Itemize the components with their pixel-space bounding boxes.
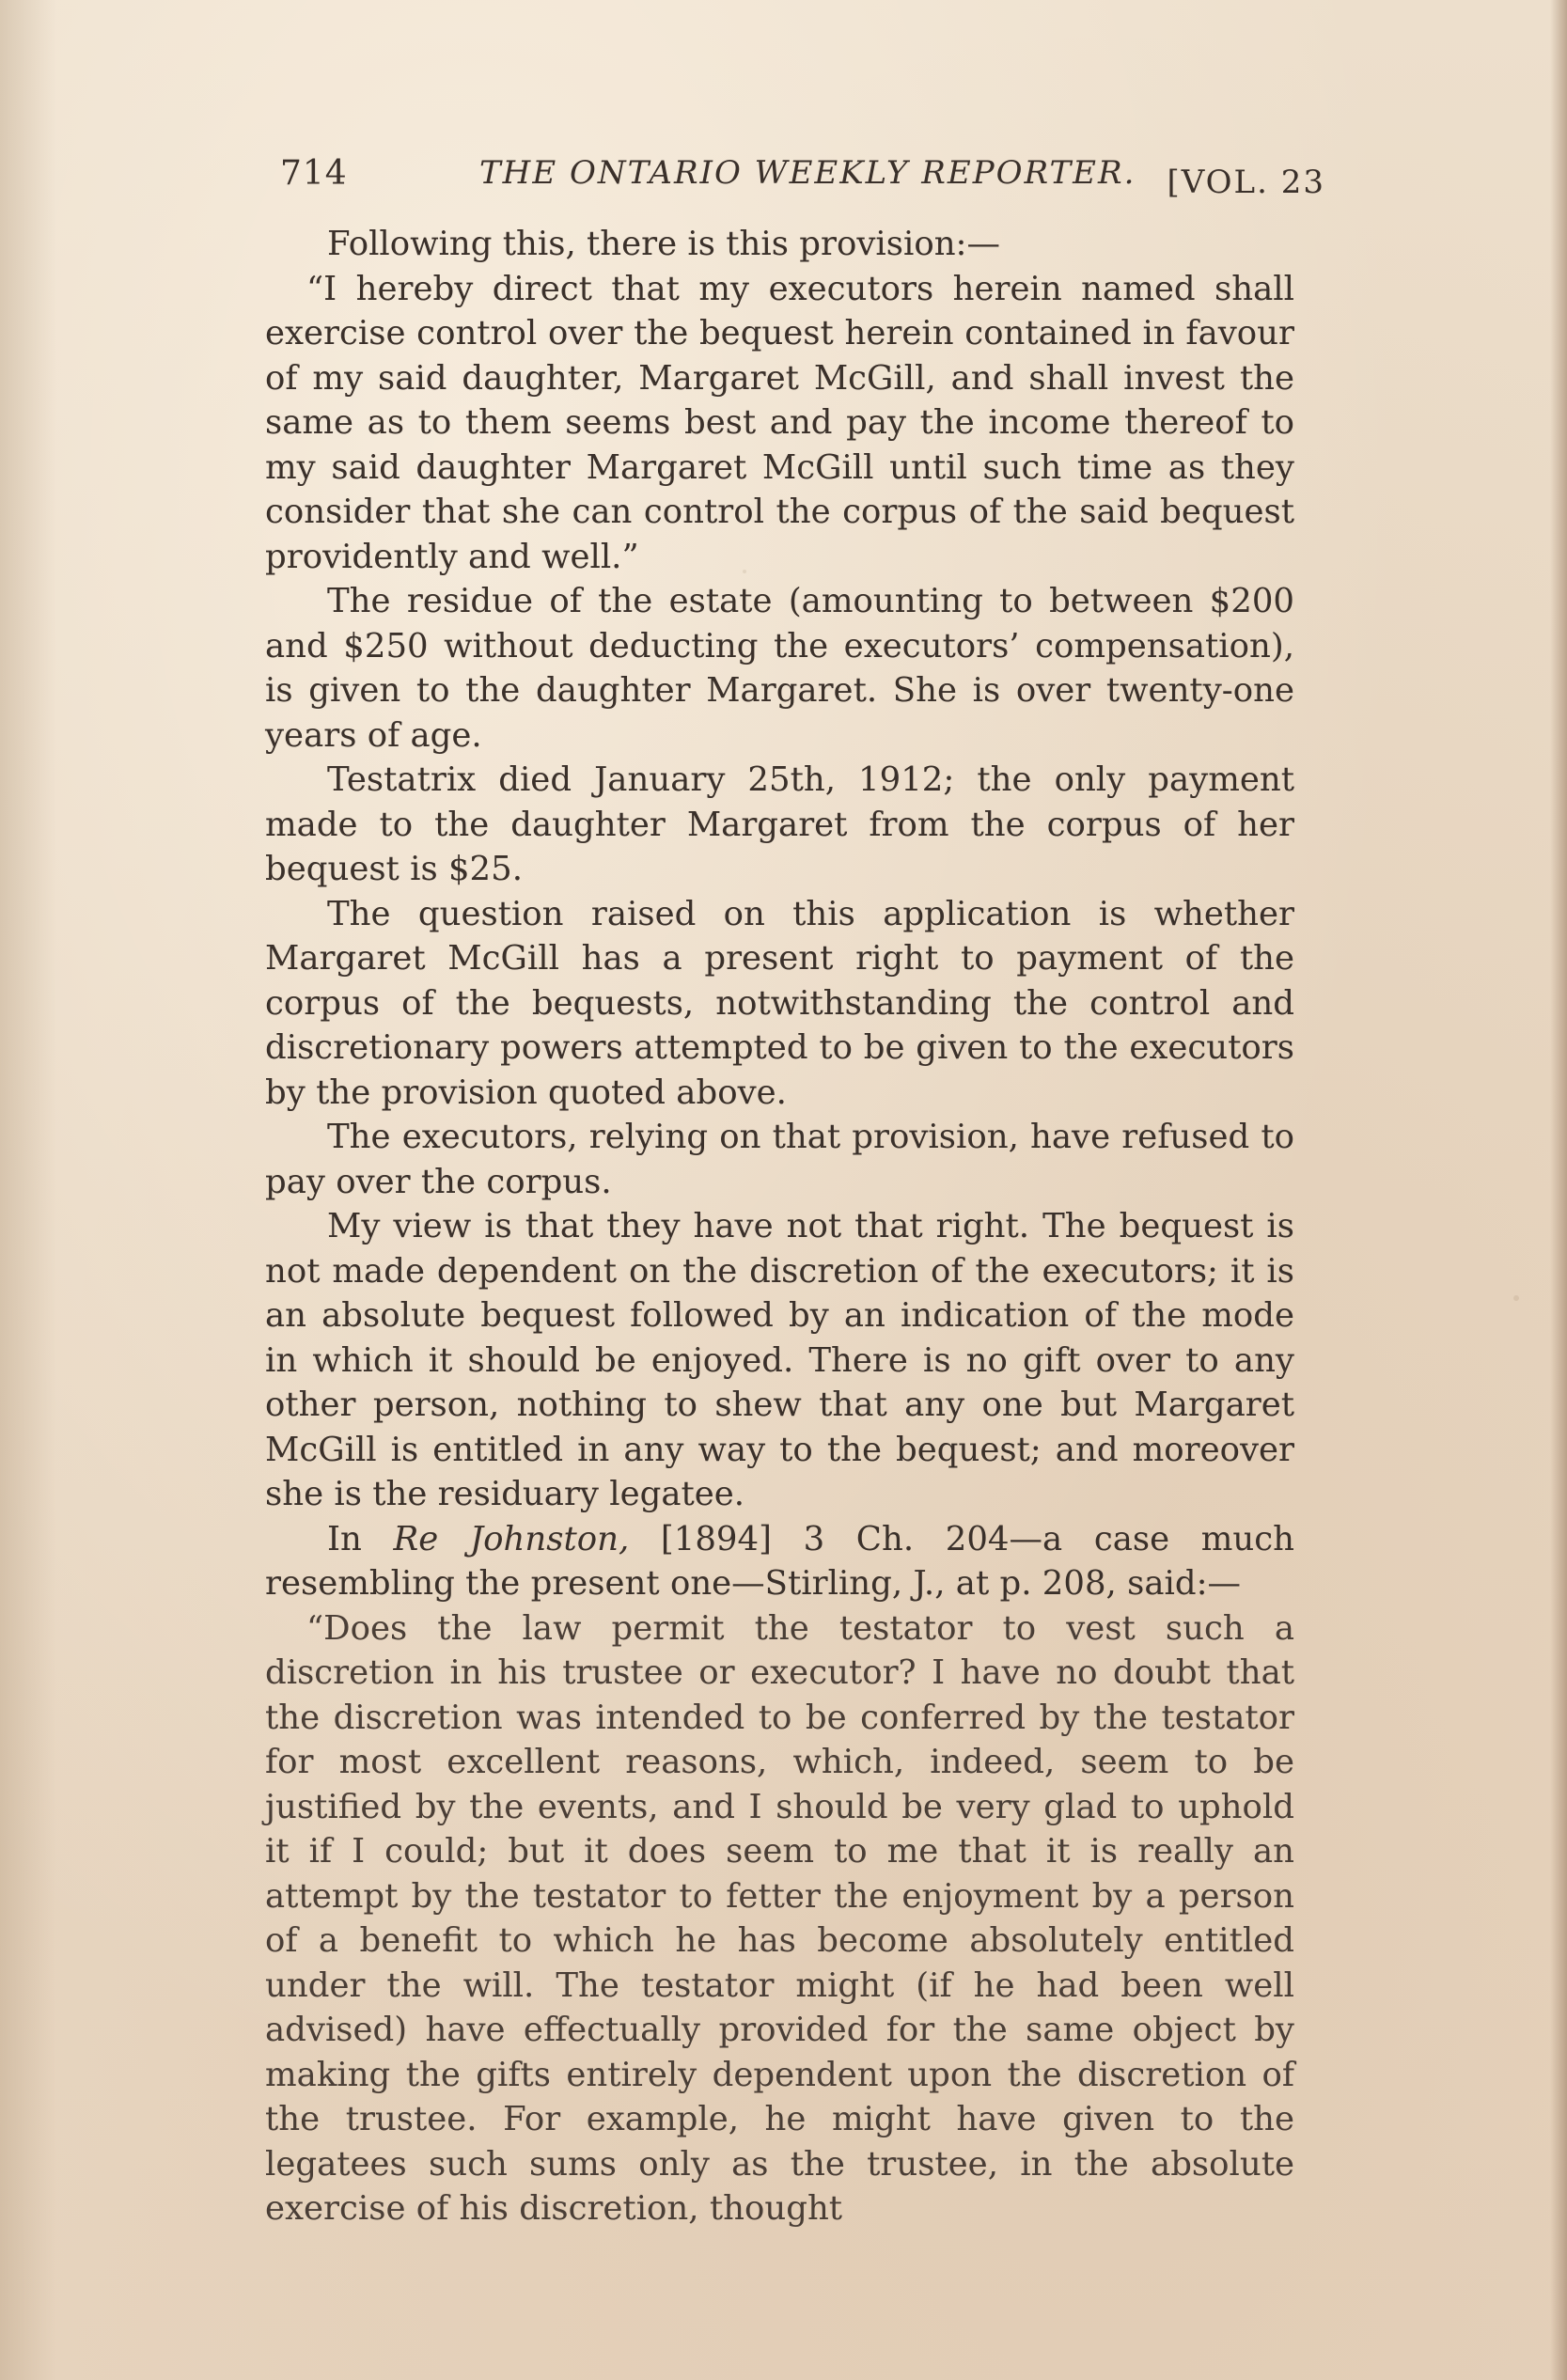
paragraph-stirling-quote: “Does the law permit the testator to vest such a discretion in his trustee or executor? I have no doubt that the discretion was intended to be conferred by the testator for most excellent reasons, which, indeed, seem to be justified by the events, and I should be very glad to uphold it if I could; but it does seem to me that it is really an attempt by the testator to fetter the enjoyment by a person of a benefit to which he has become absolutely entitled under the will. The testator might (if he had been well advised) have effectually provided for the same object by making the gifts entirely dependent upon the discretion of the trustee. For example, he might have given to the legatees such sums only as the trustee, in the absolute exercise of his discretion, thought bbox=[265, 1608, 1294, 2228]
paper-speck bbox=[1513, 1295, 1519, 1301]
paper-speck bbox=[395, 2162, 400, 2167]
paragraph-intro: Following this, there is this provision:— bbox=[327, 225, 1001, 263]
paragraph-testatrix: Testatrix died January 25th, 1912; the only payment made to the daughter Margaret from the corpus of her bequest is $25. bbox=[265, 760, 1294, 888]
paragraph-question: The question raised on this application is whether Margaret McGill has a present right to payment of the corpus of the bequests, notwithstanding the control and discretionary powers attempted to be given to the executors by the provision quoted above. bbox=[265, 894, 1294, 1112]
paper-speck bbox=[1079, 169, 1084, 174]
paper-speck bbox=[743, 570, 746, 573]
citation-suffix: [1894] 3 Ch. 204—a case much resembling the present one—Stirling, J., at p. 208, said:— bbox=[265, 1519, 1294, 1603]
body-text bbox=[265, 222, 1294, 2231]
running-title: THE ONTARIO WEEKLY REPORTER. bbox=[479, 154, 1136, 192]
volume-label: [VOL. 23 bbox=[1167, 164, 1325, 201]
citation-prefix: In bbox=[327, 1519, 394, 1558]
paragraph-residue: The residue of the estate (amounting to between $200 and $250 without deducting the executors’ compensation), is given to the daughter Margaret. She is over twenty-one years of age. bbox=[265, 582, 1294, 755]
paragraph-will-provision: “I hereby direct that my executors herein named shall exercise control over the bequest herein contained in favour of my said daughter, Margaret McGill, and shall invest the same as to them seems best and pay the income thereof to my said daughter Margaret McGill until such time as they consider that she can control the corpus of the said bequest providently and well.” bbox=[265, 269, 1294, 576]
page-number: 714 bbox=[280, 154, 348, 193]
paragraph-view: My view is that they have not that right. The bequest is not made dependent on the discretion of the executors; it is an absolute bequest followed by an indication of the mode in which it should be enjoyed. There is no gift over to any other person, nothing to shew that any one but Margaret McGill is entitled in any way to the bequest; and moreover she is the residuary legatee. bbox=[265, 1207, 1294, 1513]
paragraph-executors-refused: The executors, relying on that provision, have refused to pay over the corpus. bbox=[265, 1118, 1294, 1201]
paragraph-citation bbox=[265, 1517, 1294, 1606]
case-name: Re Johnston, bbox=[393, 1519, 630, 1558]
page-header bbox=[273, 150, 1325, 207]
page-shadow-right bbox=[1550, 0, 1567, 2380]
page-shadow-left bbox=[0, 0, 56, 2380]
